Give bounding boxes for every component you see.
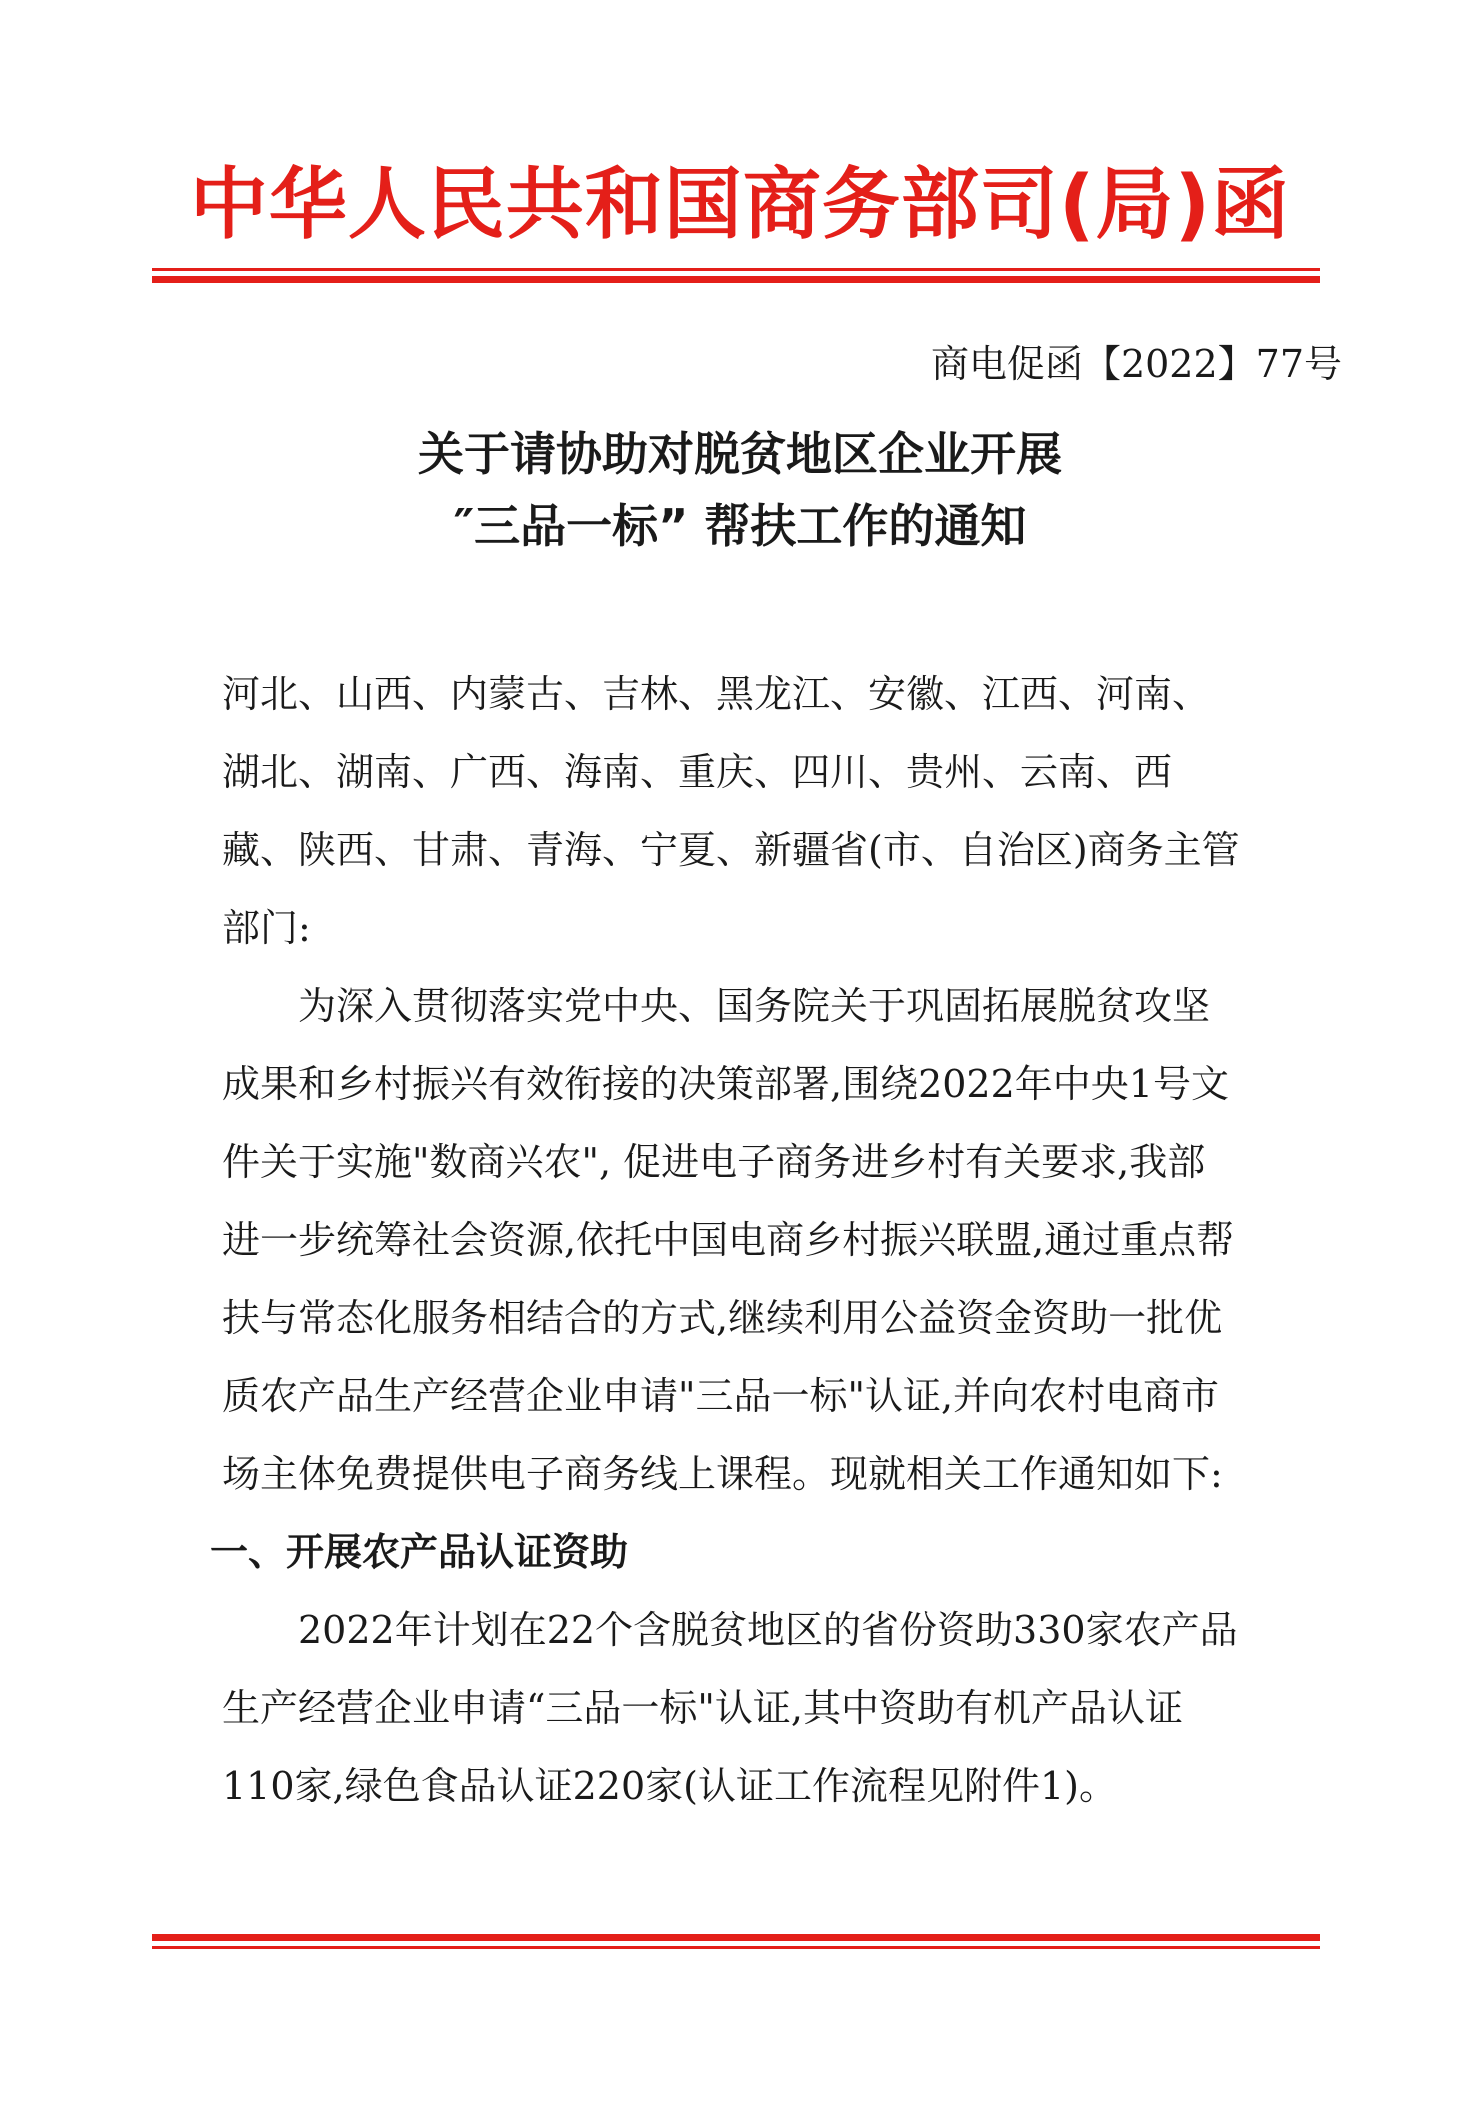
paragraph-intro: 为深入贯彻落实党中央、国务院关于巩固拓展脱贫攻坚成果和乡村振兴有效衔接的决策部署,围绕2022年中央1号文件关于实施"数商兴农", 促进电子商务进乡村有关要求,我部进一步统筹社会资源,依托中国电商乡村振兴联盟,通过重点帮扶与常态化服务相结合的方式,继续利用公益资金资助一批优质农产品生产经营企业申请"三品一标"认证,并向农村电商市场主体免费提供电子商务线上课程。现就相关工作通知如下: (222, 984, 1235, 1496)
letterhead-title: 中华人民共和国商务部司(局)函 (189, 160, 1291, 250)
section-1-text: 2022年计划在22个含脱贫地区的省份资助330家农产品生产经营企业申请“三品一标"认证,其中资助有机产品认证110家,绿色食品认证220家(认证工作流程见附件1)。 (222, 1608, 1238, 1808)
document-title (150, 418, 1330, 562)
document-title-line-1: 关于请协助对脱贫地区企业开展 (418, 427, 1062, 481)
header-rule-thin (152, 268, 1320, 271)
document-title-line-2: ″三品一标” 帮扶工作的通知 (453, 499, 1027, 553)
footer-rule-thick (152, 1934, 1320, 1941)
section-1-heading: 一、开展农产品认证资助 (210, 1530, 629, 1574)
document-body (210, 655, 1242, 1825)
document-number: 商电促函【2022】77号 (930, 342, 1342, 386)
addressee: 河北、山西、内蒙古、吉林、黑龙江、安徽、江西、河南、湖北、湖南、广西、海南、重庆、四川、贵州、云南、西藏、陕西、甘肃、青海、宁夏、新疆省(市、自治区)商务主管部门: (222, 672, 1240, 950)
footer-rule-thin (152, 1946, 1320, 1949)
header-rule-thick (152, 276, 1320, 283)
